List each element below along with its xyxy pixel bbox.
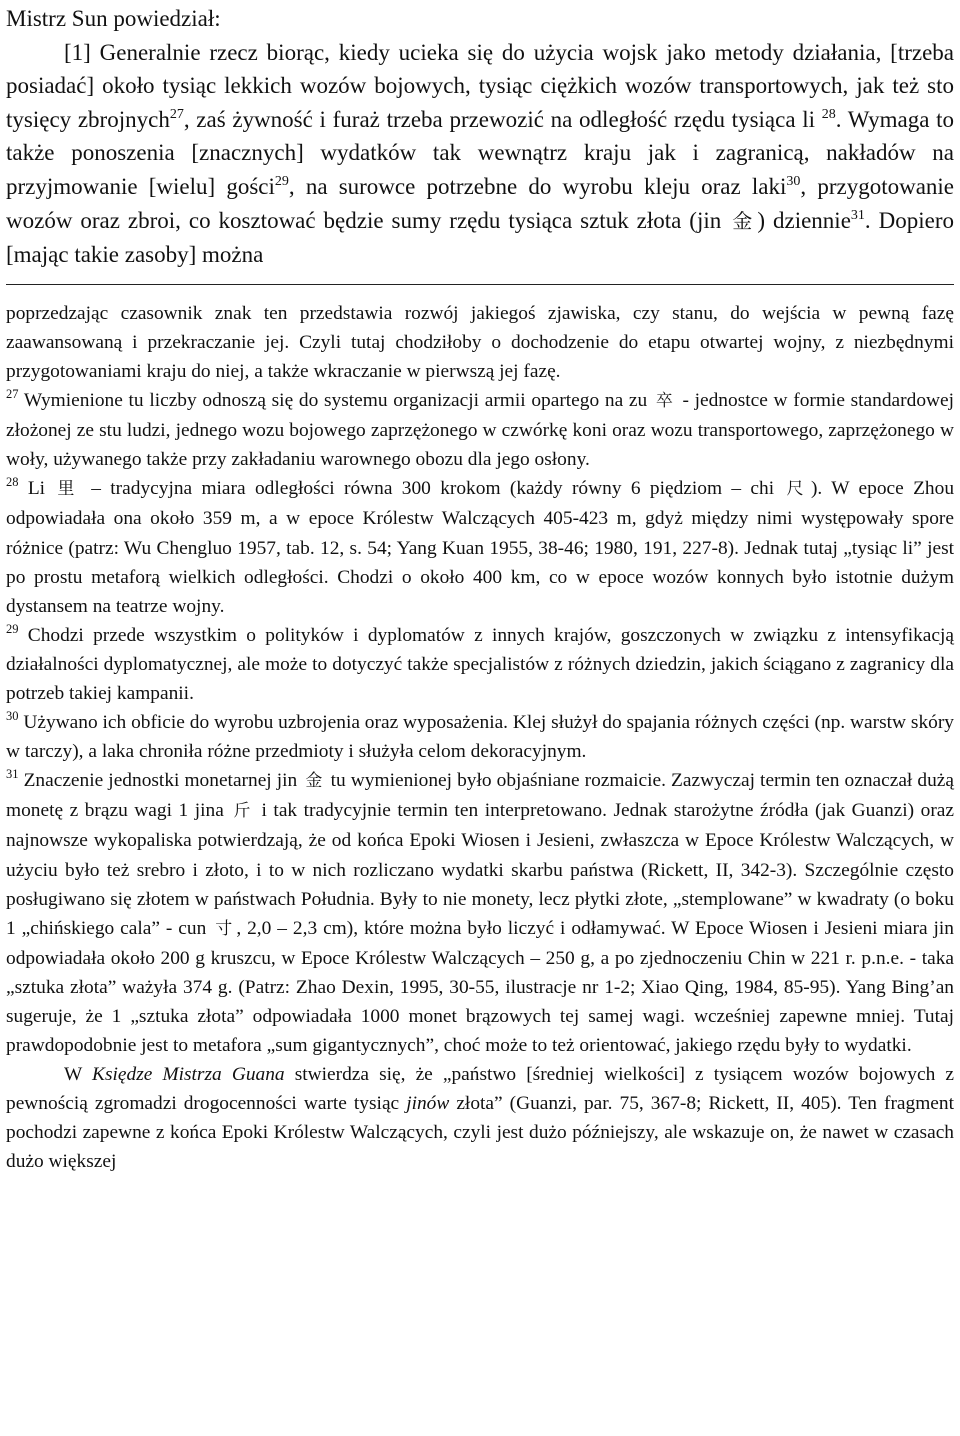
text-run: , zaś żywność i furaż trzeba przewozić na odległość rzędu tysiąca li <box>183 106 816 132</box>
footnote-ref-30[interactable]: 30 <box>786 173 801 189</box>
text-run: – tradycyjna miara odległości równa 300 krokom (każdy równy 6 piędziom – chi <box>81 478 784 500</box>
footnote-ref-28[interactable]: 28 <box>821 106 836 122</box>
text-run: Wymienione tu liczby odnoszą się do systemu organizacji armii opartego na zu <box>18 390 653 412</box>
footnote-28 <box>6 474 954 620</box>
footnote-31-continuation <box>6 1060 954 1176</box>
chinese-character-chi: 尺 <box>786 479 808 500</box>
footnote-ref-31[interactable]: 31 <box>850 207 865 223</box>
footnote-number: 30 <box>6 709 19 724</box>
footnote-number: 28 <box>6 475 19 490</box>
text-run: Znaczenie jednostki monetarnej jin <box>18 770 303 792</box>
chinese-character-jin-weight: 斤 <box>233 801 252 822</box>
footnote-30 <box>6 708 954 766</box>
text-run: stwierdza się, że „państwo [średniej wielkości] z tysiącem wozów bojowych z pewnością zgromadzi drogocenności warte tysiąc <box>6 1064 954 1115</box>
text-run: - jednostce w formie standardowej złożonej ze stu ludzi, jednego wozu bojowego zaprzężonego w czwórkę koni oraz wozu transportowego, zaprzężonego w woły, używanego także przy zakładaniu warownego obozu dla jego osłony. <box>6 390 955 471</box>
footnote-continuation: poprzedzając czasownik znak ten przedstawia rozwój jakiegoś zjawiska, czy stanu, do wejścia w pewną fazę zaawansowaną i przekraczanie jej. Czyli tutaj chodziłoby o dochodzenie do etapu otwartej wojny, z niezbędnymi przygotowaniami kraju do niej, a także wkraczanie w pierwszą jej fazę. <box>6 302 954 382</box>
text-run: ). W epoce Zhou odpowiadała ona około 359 m, a w epoce Królestw Walczących 405-423 m, gdyż między nimi występowały spore różnice (patrz: Wu Chengluo 1957, tab. 12, s. 54; Yang Kuan 1955, 38-46; 1980, 191, 227-8). Jednak tutaj „tysiąc li” jest po prostu metaforą wielkich odległości. Chodzi o około 400 km, co w epoce wozów konnych było istotnie dużym dystansem na teatrze wojny. <box>6 478 955 617</box>
document-page <box>6 0 954 1177</box>
chinese-character-cun: 寸 <box>215 918 234 939</box>
text-run: tu wymienionej było objaśniane rozmaicie. Zazwyczaj termin ten oznaczał dużą monetę z brązu wagi 1 jina <box>6 770 955 822</box>
footnotes <box>6 299 954 1060</box>
text-run: , przygotowanie wozów oraz zbroi, co kosztować będzie sumy rzędu tysiąca sztuk złota (jin <box>6 173 955 233</box>
chinese-character-li: 里 <box>57 479 79 500</box>
main-text <box>6 0 954 272</box>
footnote-number: 31 <box>6 767 19 782</box>
heading: Mistrz Sun powiedział: <box>6 6 221 31</box>
text-run: i tak tradycyjnie termin ten interpretowano. Jednak starożytne źródła (jak Guanzi) oraz najnowsze wykopaliska potwierdzają, że od końca Epoki Wiosen i Jesieni, zwłaszcza w Epoce Królestw Walczących, w użyciu było też srebro i złoto, i to w nich rozliczano wydatki skarbu państwa (Rickett, II, 342-3). Szczególnie często posługiwano się złotem w państwach Południa. Były to nie monety, lecz płytki złote, „stemplowane” w kwadraty (o boku 1 „chińskiego cala” - cun <box>6 800 954 939</box>
footnote-number: 27 <box>6 387 19 402</box>
text-run: . Wymaga to także ponoszenia [znacznych] wydatków tak wewnątrz kraju jak i zagranicą, nakładów na przyjmowanie [wielu] gości <box>6 106 954 199</box>
footnote-29 <box>6 621 954 708</box>
text-run: , na surowce potrzebne do wyrobu kleju oraz laki <box>288 173 787 199</box>
text-run: [1] Generalnie rzecz biorąc, kiedy ucieka się do użycia wojsk jako metody działania, [trzeba posiadać] około tysiąc lekkich wozów bojowych, tysiąc ciężkich wozów transportowych, jak też sto tysięcy zbrojnych <box>6 39 954 132</box>
main-paragraph <box>6 36 954 272</box>
text-run: , 2,0 – 2,3 cm), które można było liczyć i odłamywać. W Epoce Wiosen i Jesieni miara jin odpowiadała około 200 g kruszcu, w Epoce Królestw Walczących – 250 g, a po zjednoczeniu Chin w 221 r. p.n.e. - taka „sztuka złota” ważyła 374 g. (Patrz: Zhao Dexin, 1995, 30-55, ilustracje nr 1-2; Xiao Qing, 1984, 85-95). Yang Bing’an sugeruje, że 1 „sztuka złota” odpowiadała 1000 monet brązowych tej samej wagi. wcześniej zapewne mniej. Tutaj prawdopodobnie jest to metafora „sum gigantycznych”, choć może to też orientować, jakiego rzędu były to wydatki. <box>6 917 954 1057</box>
text-run: W <box>64 1064 93 1086</box>
book-title: Księdze Mistrza Guana <box>92 1064 285 1086</box>
footnote-paragraph <box>6 1060 954 1176</box>
footnote-number: 29 <box>6 621 19 636</box>
text-run: Li <box>18 478 55 500</box>
footnote-27 <box>6 386 954 474</box>
footnote-ref-27[interactable]: 27 <box>169 106 184 122</box>
footnote-ref-29[interactable]: 29 <box>274 173 289 189</box>
chinese-character-jin: 金 <box>305 771 323 792</box>
text-run: ) dziennie <box>757 207 851 233</box>
text-run: . Dopiero [mając takie zasoby] można <box>6 207 954 268</box>
footnote-31 <box>6 766 954 1060</box>
footnote-separator <box>6 284 954 285</box>
text-run: złota” (Guanzi, par. 75, 367-8; Rickett, II, 405). Ten fragment pochodzi zapewne z końca Epoki Królestw Walczących, czyli jest dużo późniejszy, ale wskazuje on, że nawet w czasach dużo większej <box>6 1093 954 1173</box>
text-run: Chodzi przede wszystkim o polityków i dyplomatów z innych krajów, goszczonych w związku z intensyfikacją działalności dyplomatycznej, ale może to dotyczyć także specjalistów z różnych dziedzin, jakich ściągano z zagranicy dla potrzeb takiej kampanii. <box>6 624 954 704</box>
chinese-character-jin: 金 <box>732 208 755 233</box>
text-run: Używano ich obficie do wyrobu uzbrojenia oraz wyposażenia. Klej służył do spajania różnych części (np. warstw skóry w tarczy), a laka chroniła różne przedmioty i służyła celom dekoracyjnym. <box>6 712 954 763</box>
italic-term: jinów <box>406 1093 450 1115</box>
chinese-character-zu: 卒 <box>655 391 674 412</box>
